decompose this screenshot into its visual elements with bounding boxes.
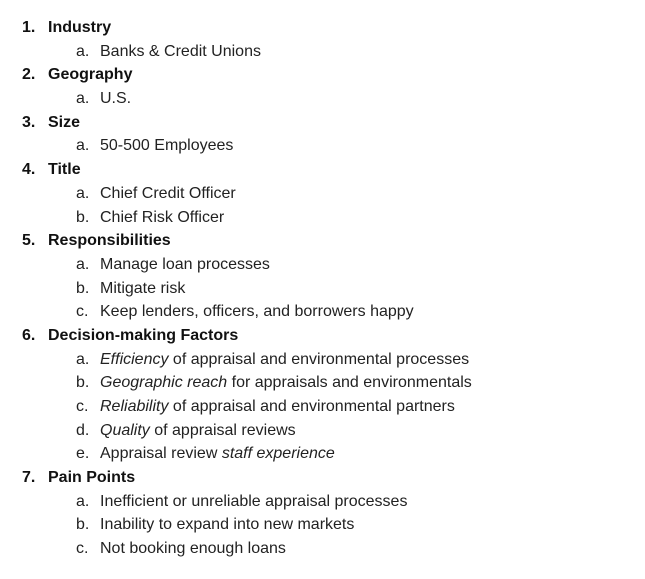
list-item	[0, 419, 645, 443]
item-text: Reliability of appraisal and environmental partners	[100, 398, 455, 415]
list-item	[0, 87, 645, 111]
section-heading	[0, 229, 645, 253]
section-industry	[0, 16, 645, 63]
section-size	[0, 111, 645, 158]
list-item	[0, 513, 645, 537]
section-title: Size	[48, 113, 81, 131]
item-text: Mitigate risk	[100, 279, 186, 297]
list-item	[0, 442, 645, 466]
list-item	[0, 206, 645, 230]
item-text: U.S.	[100, 90, 132, 108]
section-number: 6.	[22, 326, 36, 344]
section-title: Industry	[48, 19, 112, 36]
item-text: Chief Risk Officer	[100, 208, 225, 226]
section-heading	[0, 111, 645, 135]
section-title: Decision-making Factors	[48, 326, 239, 344]
section-title: Geography	[48, 66, 133, 84]
section-heading	[0, 158, 645, 182]
item-letter: a.	[76, 350, 90, 368]
list-item	[0, 348, 645, 372]
item-letter: d.	[76, 421, 90, 439]
section-number: 3.	[22, 113, 36, 131]
list-item	[0, 300, 645, 324]
item-text: Not booking enough loans	[100, 540, 286, 558]
item-letter: c.	[76, 398, 89, 415]
list-item	[0, 537, 645, 561]
item-text: Quality of appraisal reviews	[100, 421, 296, 439]
item-text: 50-500 Employees	[100, 137, 234, 155]
item-letter: a.	[76, 137, 90, 155]
item-letter: c.	[76, 303, 89, 321]
section-responsibilities	[0, 229, 645, 324]
item-text: Inability to expand into new markets	[100, 516, 355, 534]
section-pain-points	[0, 466, 645, 561]
item-letter: b.	[76, 516, 90, 534]
section-heading	[0, 63, 645, 87]
list-item	[0, 277, 645, 301]
section-heading	[0, 324, 645, 348]
item-text: Geographic reach for appraisals and environmentals	[100, 374, 472, 392]
item-letter: a.	[76, 184, 90, 202]
item-letter: b.	[76, 279, 90, 297]
item-letter: a.	[76, 255, 90, 273]
item-text: Inefficient or unreliable appraisal processes	[100, 492, 408, 510]
item-letter: a.	[76, 90, 90, 108]
item-text: Appraisal review staff experience	[100, 445, 335, 463]
item-letter: b.	[76, 374, 90, 392]
section-number: 2.	[22, 66, 36, 84]
section-number: 7.	[22, 469, 36, 487]
section-title: Pain Points	[48, 469, 136, 487]
item-text: Manage loan processes	[100, 255, 270, 273]
list-item	[0, 253, 645, 277]
list-item	[0, 182, 645, 206]
section-title: Title	[48, 161, 81, 179]
section-number: 5.	[22, 232, 36, 250]
section-number: 4.	[22, 161, 36, 179]
section-number: 1.	[22, 19, 36, 36]
list-item	[0, 40, 645, 64]
item-text: Chief Credit Officer	[100, 184, 236, 202]
section-heading	[0, 466, 645, 490]
item-letter: a.	[76, 42, 90, 60]
section-title: Responsibilities	[48, 232, 171, 250]
list-item	[0, 371, 645, 395]
list-item	[0, 395, 645, 419]
item-text: Efficiency of appraisal and environmental processes	[100, 350, 470, 368]
item-letter: a.	[76, 492, 90, 510]
list-item	[0, 134, 645, 158]
section-geography	[0, 63, 645, 110]
section-heading	[0, 16, 645, 40]
section-title-role	[0, 158, 645, 229]
item-letter: e.	[76, 445, 90, 463]
section-decision-factors	[0, 324, 645, 466]
list-item	[0, 490, 645, 514]
item-text: Keep lenders, officers, and borrowers happy	[100, 303, 414, 321]
item-text: Banks & Credit Unions	[100, 42, 261, 60]
item-letter: b.	[76, 208, 90, 226]
item-letter: c.	[76, 540, 89, 558]
